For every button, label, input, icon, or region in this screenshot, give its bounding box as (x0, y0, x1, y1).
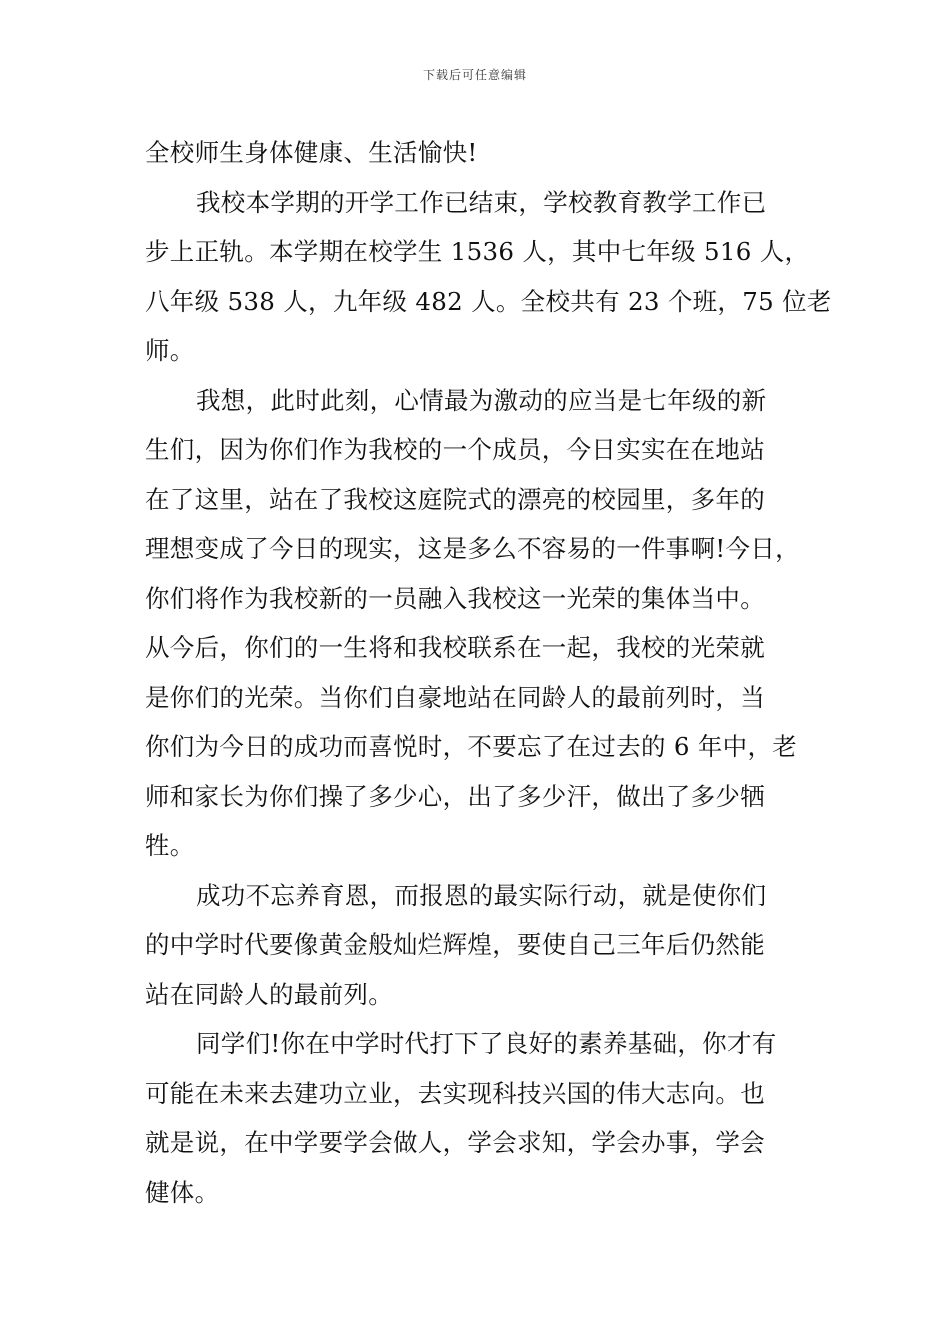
text-line: 可能在未来去建功立业，去实现科技兴国的伟大志向。也 (145, 1078, 765, 1108)
text-line: 健体。 (145, 1177, 220, 1207)
paragraph-first-line: 我校本学期的开学工作已结束，学校教育教学工作已 (196, 187, 767, 217)
text-line: 你们为今日的成功而喜悦时，不要忘了在过去的 6 年中，老 (145, 732, 798, 761)
paragraph-first-line: 我想，此时此刻，心情最为激动的应当是七年级的新 (196, 385, 767, 415)
text-line: 是你们的光荣。当你们自豪地站在同龄人的最前列时，当 (145, 682, 765, 712)
text-line: 牲。 (145, 831, 195, 860)
paragraph-first-line: 成功不忘养育恩，而报恩的最实际行动，就是使你们 (196, 880, 767, 910)
text-line: 你们将作为我校新的一员融入我校这一光荣的集体当中。 (145, 583, 765, 613)
text-line: 在了这里，站在了我校这庭院式的漂亮的校园里，多年的 (145, 484, 765, 514)
paragraph-first-line: 同学们!你在中学时代打下了良好的素养基础，你才有 (196, 1029, 777, 1058)
text-line: 师。 (145, 336, 195, 365)
text-line: 的中学时代要像黄金般灿烂辉煌，要使自己三年后仍然能 (145, 930, 765, 959)
text-line: 全校师生身体健康、生活愉快! (145, 138, 478, 167)
text-line: 就是说，在中学要学会做人，学会求知，学会办事，学会 (145, 1128, 765, 1157)
text-line: 站在同龄人的最前列。 (145, 979, 393, 1009)
text-line: 理想变成了今日的现实，这是多么不容易的一件事啊!今日， (145, 534, 800, 563)
text-line: 八年级 538 人，九年级 482 人。全校共有 23 个班，75 位老 (145, 286, 832, 316)
document-body (145, 128, 832, 1217)
text-line: 步上正轨。本学期在校学生 1536 人，其中七年级 516 人， (145, 237, 810, 266)
text-line: 师和家长为你们操了多少心，出了多少汗，做出了多少牺 (145, 781, 765, 811)
text-line: 从今后，你们的一生将和我校联系在一起，我校的光荣就 (145, 633, 765, 662)
text-line: 生们，因为你们作为我校的一个成员，今日实实在在地站 (145, 435, 765, 464)
page-header-note: 下载后可任意编辑 (422, 68, 527, 82)
